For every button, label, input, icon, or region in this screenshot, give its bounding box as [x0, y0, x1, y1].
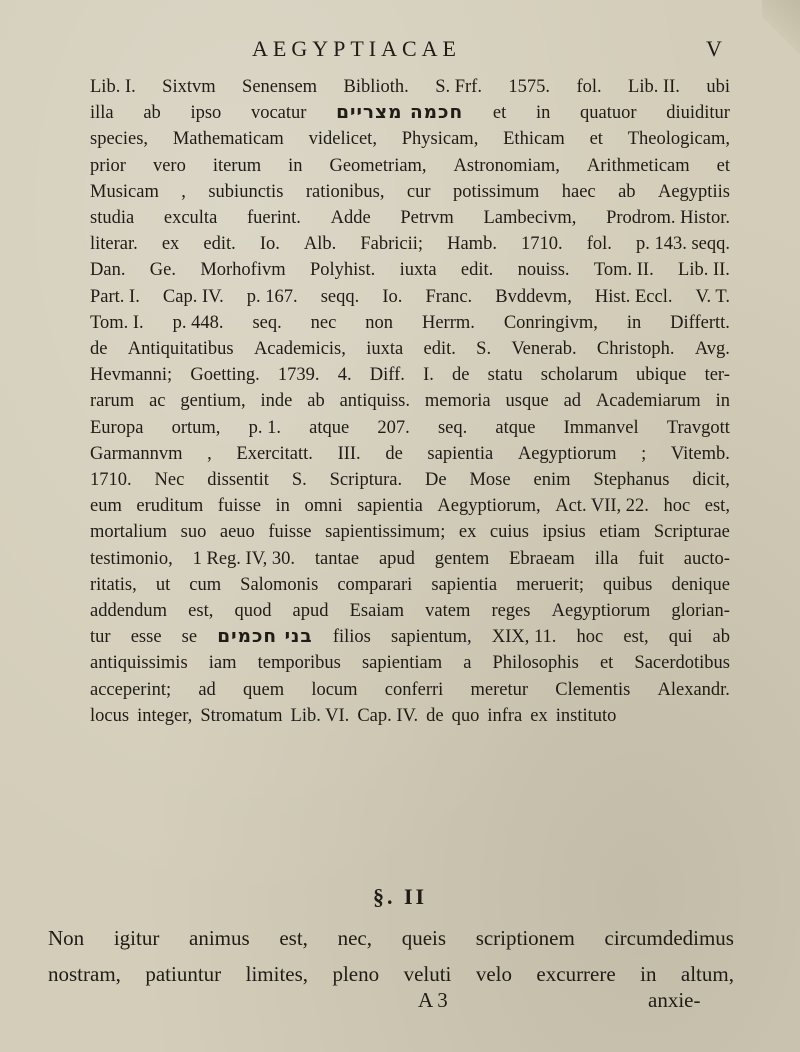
- word: subiunctis: [208, 181, 284, 202]
- word: fol.: [586, 234, 612, 255]
- word: scriptionem: [475, 926, 575, 950]
- word: de: [90, 339, 108, 360]
- word: Avg.: [694, 339, 730, 360]
- text-line: [90, 257, 730, 283]
- word: circumdedimus: [604, 926, 734, 950]
- word: conferri: [384, 679, 444, 700]
- text-line: [90, 572, 730, 598]
- word: ubi: [706, 77, 730, 97]
- word: edit.: [203, 234, 236, 255]
- word: ab: [307, 391, 325, 412]
- word: infra: [487, 705, 523, 726]
- word: De: [424, 470, 447, 491]
- word: locum: [311, 679, 358, 700]
- word: patiuntur: [145, 962, 222, 986]
- word: addendum: [90, 601, 168, 622]
- text-line: [90, 231, 730, 257]
- word: illa: [90, 103, 114, 124]
- text-line: [90, 100, 730, 126]
- word: Lib. II.: [678, 260, 730, 281]
- word: reges: [491, 601, 531, 622]
- word: Petrvm: [400, 208, 454, 229]
- word: ad: [563, 391, 582, 412]
- word: tur: [90, 627, 111, 648]
- word: illa: [594, 548, 619, 569]
- word: acceperint;: [90, 679, 172, 700]
- word: Academicis,: [253, 339, 346, 360]
- word: 1 Reg. IV, 30.: [192, 548, 296, 569]
- word: vero: [152, 155, 186, 176]
- word: ;: [641, 443, 647, 464]
- page-folio: V: [706, 36, 722, 61]
- word: Polyhist.: [309, 260, 376, 281]
- word: Lib. II.: [628, 77, 680, 97]
- word: etiam: [599, 522, 641, 543]
- word: cur: [406, 181, 431, 202]
- word: atque: [495, 417, 536, 438]
- word: hoc: [576, 627, 604, 648]
- text-line: [90, 179, 730, 205]
- running-title: AEGYPTIACAE: [252, 36, 461, 61]
- second-paragraph: [48, 920, 734, 992]
- word: 1710.: [90, 470, 132, 491]
- word: Travgott: [666, 417, 730, 438]
- word: velo: [475, 962, 512, 986]
- text-line: [90, 126, 730, 152]
- running-head: [0, 36, 800, 66]
- word: Prodrom. Histor.: [606, 208, 730, 229]
- word: Stromatum: [200, 705, 283, 726]
- word: gentium,: [180, 391, 246, 412]
- word: Alb.: [303, 234, 337, 255]
- word: sapientia: [427, 443, 494, 464]
- word: et: [599, 653, 614, 674]
- word: Immanvel: [563, 417, 639, 438]
- word: Physicam,: [401, 129, 479, 150]
- section-heading: §. II: [372, 884, 428, 909]
- word: Europa: [90, 417, 144, 438]
- word: excurrere: [536, 962, 616, 986]
- word: 1739.: [277, 365, 320, 386]
- word: p. 143. seqq.: [635, 234, 730, 255]
- word: Mose: [469, 470, 511, 491]
- word: Arithmeticam: [586, 155, 690, 176]
- text-line: [48, 920, 734, 956]
- word: prior: [90, 155, 126, 176]
- word: ter-: [704, 365, 730, 386]
- text-line: [90, 336, 730, 362]
- word: ab: [143, 103, 161, 124]
- word: 4.: [337, 365, 352, 386]
- word: Exercitatt.: [236, 443, 313, 464]
- word: Vitemb.: [670, 443, 730, 464]
- word: qui: [668, 627, 693, 648]
- word: p. 1.: [248, 417, 281, 438]
- word: memoria: [424, 391, 491, 412]
- word: est,: [279, 926, 308, 950]
- word: exculta: [163, 208, 218, 229]
- word: fuerint.: [246, 208, 301, 229]
- word: p. 448.: [172, 312, 224, 333]
- word: ,: [181, 181, 186, 202]
- word: in: [640, 962, 657, 986]
- word: pleno: [332, 962, 380, 986]
- word: antiquissimis: [90, 653, 188, 674]
- word: eruditum: [136, 496, 204, 517]
- word: iam: [208, 653, 237, 674]
- word: inde: [260, 391, 293, 412]
- word: studia: [90, 208, 135, 229]
- word: in: [535, 103, 551, 124]
- main-paragraph: [90, 74, 730, 729]
- word: antiquiss.: [339, 391, 410, 412]
- word: a: [463, 653, 472, 674]
- word: Goetting.: [190, 365, 260, 386]
- word: Garmannvm: [90, 443, 183, 464]
- word: p. 167.: [246, 286, 298, 307]
- word: apud: [378, 548, 415, 569]
- word: Nec: [154, 470, 185, 491]
- word: igitur: [113, 926, 160, 950]
- word: Mathematicam: [172, 129, 284, 150]
- text-line: [90, 546, 730, 572]
- word: in: [715, 391, 730, 412]
- text-line: [90, 310, 730, 336]
- word: ubique: [636, 365, 687, 386]
- word: mortalium: [90, 522, 168, 543]
- word: animus: [189, 926, 250, 950]
- word: Esaiam: [349, 601, 405, 622]
- word: Tom. II.: [593, 260, 654, 281]
- word: omni: [304, 496, 343, 517]
- word: ortum,: [171, 417, 221, 438]
- word: Salomonis: [240, 574, 319, 595]
- word: Senensem: [242, 77, 318, 97]
- word: species,: [90, 129, 149, 150]
- word: ut: [155, 574, 171, 595]
- word: ad: [198, 679, 216, 700]
- word: Herrm.: [421, 312, 475, 333]
- word: veluti: [403, 962, 452, 986]
- word: Bvddevm,: [495, 286, 572, 307]
- word: III.: [337, 443, 361, 464]
- word: testimonio,: [90, 548, 173, 569]
- word: S. Frf.: [435, 77, 482, 97]
- word: Scripturae: [653, 522, 730, 543]
- word: altum,: [680, 962, 734, 986]
- word: statu: [487, 365, 523, 386]
- word: cuius: [489, 522, 529, 543]
- word: Lib. I.: [90, 77, 136, 97]
- word: comparari: [337, 574, 413, 595]
- word: Conringivm,: [503, 312, 598, 333]
- word: non: [365, 312, 394, 333]
- word: Venerab.: [511, 339, 577, 360]
- word: Aegyptiorum: [517, 443, 617, 464]
- word: ab: [712, 627, 730, 648]
- word: sapientissimum;: [325, 522, 446, 543]
- word: fuisse: [268, 522, 312, 543]
- word: nec: [310, 312, 337, 333]
- word: edit.: [423, 339, 456, 360]
- word: iuxta: [366, 339, 404, 360]
- word: rarum: [90, 391, 135, 412]
- word: nostram,: [48, 962, 121, 986]
- word: Morhofivm: [200, 260, 286, 281]
- word: glorian-: [671, 601, 730, 622]
- word: quo: [451, 705, 480, 726]
- word: Aegyptiorum,: [437, 496, 541, 517]
- word: instituto: [555, 705, 617, 726]
- word: haec: [561, 181, 596, 202]
- word: Lambecivm,: [483, 208, 577, 229]
- word: Biblioth.: [343, 77, 409, 97]
- word: Theologicam,: [627, 129, 730, 150]
- word: meretur: [470, 679, 529, 700]
- catchword: anxie-: [648, 988, 701, 1012]
- word: Tom. I.: [90, 312, 144, 333]
- word: queis: [401, 926, 447, 950]
- word: Cap. IV.: [357, 705, 419, 726]
- text-line: [90, 519, 730, 545]
- word: V. T.: [695, 286, 730, 307]
- word: Scriptura.: [329, 470, 403, 491]
- word: apud: [292, 601, 329, 622]
- word: hoc: [663, 496, 691, 517]
- word: ritatis,: [90, 574, 137, 595]
- word: Christoph.: [596, 339, 675, 360]
- text-line: [90, 441, 730, 467]
- text-line: [90, 467, 730, 493]
- word: nec,: [337, 926, 373, 950]
- word: quod: [234, 601, 272, 622]
- word: est,: [623, 627, 649, 648]
- word: usque: [505, 391, 549, 412]
- word: potissimum: [452, 181, 540, 202]
- word: Aegyptiorum: [551, 601, 651, 622]
- word: et: [716, 155, 730, 176]
- word: fuit: [638, 548, 664, 569]
- word: locus: [90, 705, 130, 726]
- word: scholarum: [540, 365, 618, 386]
- word: Ebraeam: [509, 548, 575, 569]
- word: edit.: [460, 260, 494, 281]
- word: et: [492, 103, 507, 124]
- text-line: [90, 153, 730, 179]
- text-line: [90, 74, 730, 100]
- text-line: [90, 388, 730, 414]
- word: iuxta: [399, 260, 437, 281]
- text-line: [90, 493, 730, 519]
- word: Ge.: [149, 260, 176, 281]
- word: 1575.: [508, 77, 551, 97]
- word: Act. VII, 22.: [555, 496, 649, 517]
- word: cum: [189, 574, 222, 595]
- word: sapientum,: [391, 627, 472, 648]
- word: Cap. IV.: [162, 286, 224, 307]
- word: Hevmanni;: [90, 365, 173, 386]
- word: esse: [130, 627, 162, 648]
- word: in: [288, 155, 303, 176]
- signature-mark: A 3: [418, 988, 448, 1012]
- word: seq.: [437, 417, 468, 438]
- word: limites,: [245, 962, 309, 986]
- word: rationibus,: [305, 181, 385, 202]
- word: fuisse: [217, 496, 261, 517]
- word: suo: [180, 522, 207, 543]
- text-line: [90, 650, 730, 676]
- word: seq.: [252, 312, 282, 333]
- word: temporibus: [257, 653, 341, 674]
- word: filios: [332, 627, 371, 648]
- word: Sacerdotibus: [634, 653, 730, 674]
- word: est,: [188, 601, 214, 622]
- word: 207.: [377, 417, 410, 438]
- word: dissentit: [207, 470, 269, 491]
- word: S.: [476, 339, 492, 360]
- word: Stephanus: [593, 470, 670, 491]
- word: enim: [533, 470, 571, 491]
- word: ipso: [190, 103, 222, 124]
- text-line: [90, 624, 730, 650]
- word: tantae: [314, 548, 360, 569]
- text-line: [90, 677, 730, 703]
- word: Adde: [330, 208, 371, 229]
- word: denique: [671, 574, 730, 595]
- word: בני חכמים: [217, 626, 313, 648]
- text-line: [90, 703, 730, 729]
- word: fol.: [576, 77, 602, 97]
- word: ex: [161, 234, 180, 255]
- word: Clementis: [555, 679, 631, 700]
- word: Lib. VI.: [290, 705, 350, 726]
- word: aucto-: [683, 548, 730, 569]
- word: seqq.: [320, 286, 360, 307]
- word: Part. I.: [90, 286, 140, 307]
- word: Sixtvm: [162, 77, 216, 97]
- word: quibus: [603, 574, 653, 595]
- word: Aegyptiis: [657, 181, 730, 202]
- word: Non: [48, 926, 85, 950]
- word: Io.: [382, 286, 403, 307]
- word: de: [385, 443, 403, 464]
- word: sapientia: [431, 574, 498, 595]
- word: de: [452, 365, 470, 386]
- word: Fabricii;: [360, 234, 424, 255]
- word: Io.: [259, 234, 280, 255]
- word: diuiditur: [666, 103, 730, 124]
- word: atque: [309, 417, 350, 438]
- word: sapientia: [357, 496, 423, 517]
- word: Astronomiam,: [453, 155, 560, 176]
- word: et: [589, 129, 603, 150]
- word: iterum: [212, 155, 262, 176]
- word: quem: [243, 679, 285, 700]
- word: Geometriam,: [329, 155, 427, 176]
- word: Academiarum: [595, 391, 701, 412]
- word: Diff.: [369, 365, 405, 386]
- word: Musicam: [90, 181, 159, 202]
- word: nouiss.: [517, 260, 570, 281]
- text-line: [90, 205, 730, 231]
- word: ab: [618, 181, 636, 202]
- word: Hist. Eccl.: [594, 286, 673, 307]
- word: eum: [90, 496, 122, 517]
- word: ex: [458, 522, 477, 543]
- word: I.: [423, 365, 434, 386]
- word: vatem: [425, 601, 471, 622]
- word: literar.: [90, 234, 138, 255]
- word: Antiquitatibus: [127, 339, 234, 360]
- word: Differtt.: [670, 312, 730, 333]
- word: ,: [207, 443, 212, 464]
- word: integer,: [137, 705, 193, 726]
- text-line: [90, 415, 730, 441]
- word: videlicet,: [308, 129, 377, 150]
- word: gentem: [434, 548, 490, 569]
- word: ac: [149, 391, 166, 412]
- word: 1710.: [521, 234, 563, 255]
- word: Ethicam: [503, 129, 565, 150]
- word: quatuor: [580, 103, 637, 124]
- word: sapientiam: [361, 653, 443, 674]
- word: se: [181, 627, 198, 648]
- word: XIX, 11.: [491, 627, 557, 648]
- word: est,: [704, 496, 730, 517]
- word: ex: [530, 705, 548, 726]
- text-line: [48, 956, 734, 992]
- word: dicit,: [692, 470, 730, 491]
- word: Philosophis: [492, 653, 579, 674]
- word: vocatur: [250, 103, 307, 124]
- word: חכמה מצריים: [336, 102, 464, 124]
- word: de: [426, 705, 444, 726]
- text-line: [90, 362, 730, 388]
- word: meruerit;: [516, 574, 584, 595]
- word: in: [626, 312, 642, 333]
- word: S.: [291, 470, 307, 491]
- word: Franc.: [425, 286, 473, 307]
- word: aeuo: [219, 522, 255, 543]
- word: Alexandr.: [657, 679, 730, 700]
- word: Dan.: [90, 260, 126, 281]
- word: in: [275, 496, 290, 517]
- word: Hamb.: [447, 234, 497, 255]
- text-line: [90, 598, 730, 624]
- word: ipsius: [542, 522, 586, 543]
- text-line: [90, 284, 730, 310]
